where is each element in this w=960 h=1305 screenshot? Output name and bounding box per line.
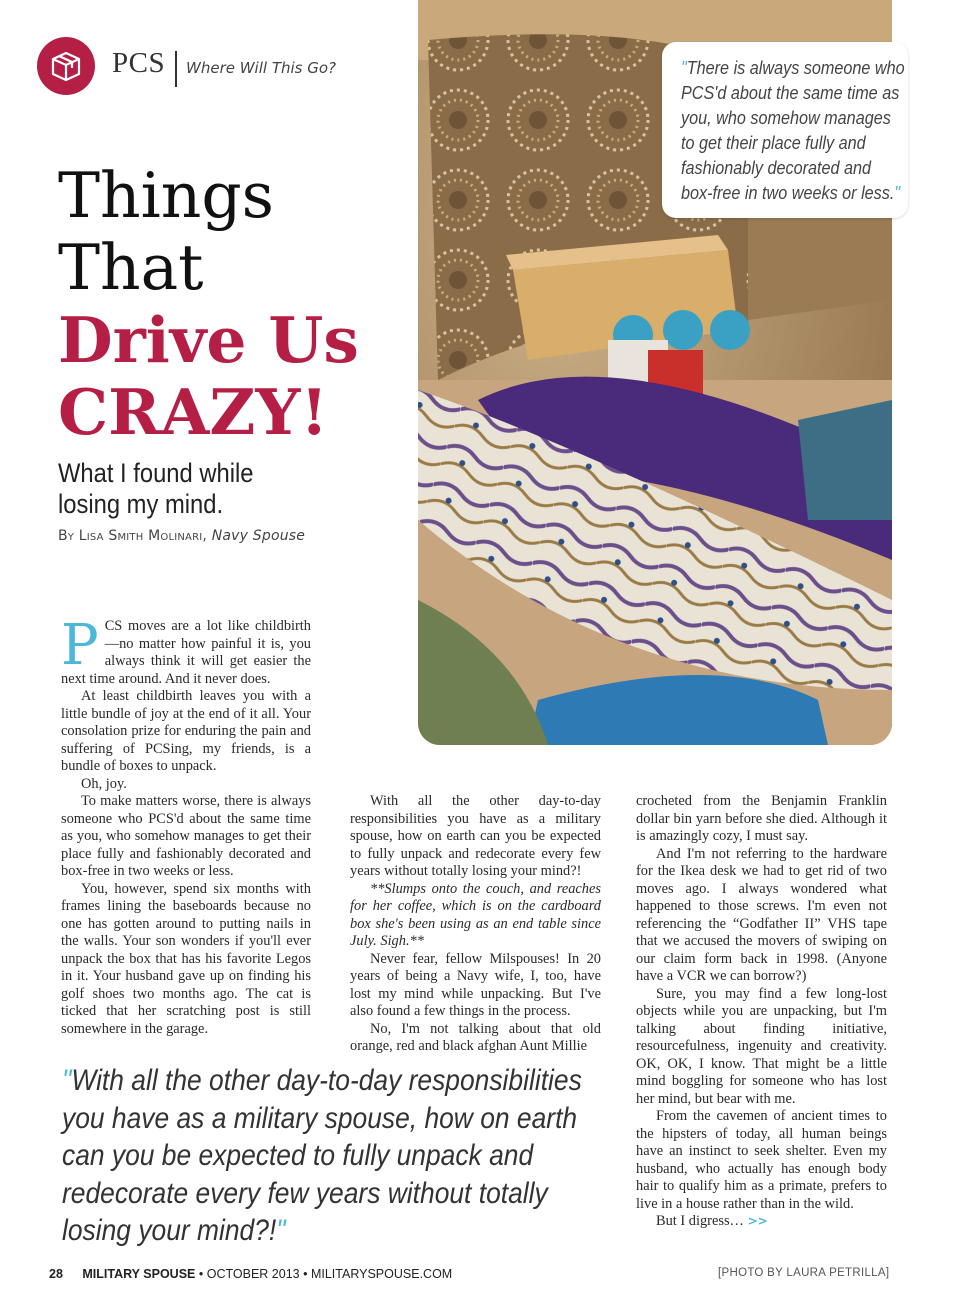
article-subtitle xyxy=(58,458,322,520)
title-line-2: That xyxy=(58,231,204,304)
callout-quote xyxy=(662,42,908,218)
continued-link[interactable]: >> xyxy=(747,1214,768,1228)
footer-separator: • xyxy=(198,1267,204,1281)
paragraph: Oh, joy. xyxy=(81,775,127,792)
page-number: 28 xyxy=(49,1267,63,1281)
paragraph: With all the other day-to-day responsibilities you have as a military spouse, how on earth can you be expected to fully unpack and redecorate every few years without totally losing your mind?! xyxy=(350,793,601,879)
paragraph: No, I'm not talking about that old orange, red and black afghan Aunt Millie xyxy=(350,1020,601,1054)
photo-credit: [PHOTO BY LAURA PETRILLA] xyxy=(718,1267,890,1279)
header-divider xyxy=(175,51,177,87)
subtitle-line-2: losing my mind. xyxy=(58,489,224,519)
article-column-1 xyxy=(61,613,311,1038)
byline-prefix: By xyxy=(58,528,75,544)
pull-close-quote: " xyxy=(276,1214,286,1247)
article-column-3 xyxy=(636,793,887,1231)
article-column-2 xyxy=(350,793,601,1056)
drop-cap: P xyxy=(61,613,99,678)
article-title xyxy=(58,160,418,448)
paragraph: crocheted from the Benjamin Franklin dollar bin yarn before she died. Although it is amazingly cozy, I must say. xyxy=(636,793,887,844)
paragraph: Sure, you may find a few long-lost objects while you are unpacking, but I'm talking about finding initiative, resourcefulness, ingenuity and creativity. OK, OK, I know. That might be a little mind boggling for someone who has lost her mind, but bear with me. xyxy=(636,985,887,1107)
paragraph: CS moves are a lot like childbirth—no matter how painful it is, you always think it will get easier the next time around. And it never does. xyxy=(61,618,311,687)
website-link[interactable]: MILITARYSPOUSE.COM xyxy=(310,1267,453,1281)
title-line-3: Drive Us xyxy=(58,303,359,377)
paragraph-aside: **Slumps onto the couch, and reaches for her coffee, which is on the cardboard box she's been using as an end table since July. Sigh.** xyxy=(350,880,601,949)
moving-box-icon xyxy=(47,47,85,85)
subtitle-line-1: What I found while xyxy=(58,458,254,488)
byline xyxy=(58,528,305,544)
paragraph: And I'm not referring to the hardware for the Ikea desk we had to get rid of two moves ago. I always wondered what happened to those screws. I'm even not referencing the “Godfather II” VHS tape that we accused the movers of swiping on our claim form back in 1998. (Anyone have a VCR we can borrow?) xyxy=(636,845,887,984)
page-footer xyxy=(49,1267,452,1281)
magazine-name: MILITARY SPOUSE xyxy=(82,1267,196,1281)
title-line-4: CRAZY! xyxy=(58,375,328,449)
section-logo xyxy=(37,37,95,95)
section-tagline: Where Will This Go? xyxy=(186,59,337,77)
callout-close-quote: " xyxy=(894,183,901,203)
paragraph: But I digress… xyxy=(656,1213,744,1229)
paragraph: Never fear, fellow Milspouses! In 20 years of being a Navy wife, I, too, have lost my mind while unpacking. But I've also found a few things in the process. xyxy=(350,950,601,1019)
section-label: PCS xyxy=(112,47,166,79)
title-line-1: Things xyxy=(58,159,274,232)
paragraph: To make matters worse, there is always someone who PCS'd about the same time as you, who somehow manages to get their place fully and fashionably decorated and box-free in two weeks or less. xyxy=(61,793,311,879)
issue-date: OCTOBER 2013 xyxy=(206,1267,300,1281)
callout-quote-text: There is always someone who PCS'd about the same time as you, who somehow manages to get their place fully and fashionably decorated and box-free in two weeks or less. xyxy=(681,58,905,203)
callout-open-quote: " xyxy=(681,58,687,78)
paragraph: You, however, spend six months with frames lining the baseboards because no one has gotten around to putting nails in the walls. Your son wonders if you'll ever unpack the box that has his favorite Legos in it. Your husband gave up on finding his golf shoes two months ago. The cat is ticked that her scratching post is still somewhere in the garage. xyxy=(61,880,311,1037)
pull-quote xyxy=(62,1062,590,1250)
paragraph: At least childbirth leaves you with a little bundle of joy at the end of it all. Your consolation prize for enduring the pain and suffering of PCSing, my friends, is a bundle of boxes to unpack. xyxy=(61,688,311,774)
footer-separator: • xyxy=(303,1267,308,1281)
pull-quote-text: With all the other day-to-day responsibilities you have as a military spouse, how on earth can you be expected to fully unpack and redecorate every few years without totally losing your mind?! xyxy=(62,1064,582,1247)
byline-role: Navy Spouse xyxy=(211,528,306,544)
byline-author: Lisa Smith Molinari, xyxy=(78,528,208,544)
pull-open-quote: " xyxy=(62,1064,72,1097)
paragraph: From the cavemen of ancient times to the hipsters of today, all human beings have an instinct to seek shelter. Even my husband, who actually has enough body hair to qualify him as a primate, prefers to live in a house rather than in the wild. xyxy=(636,1108,887,1212)
